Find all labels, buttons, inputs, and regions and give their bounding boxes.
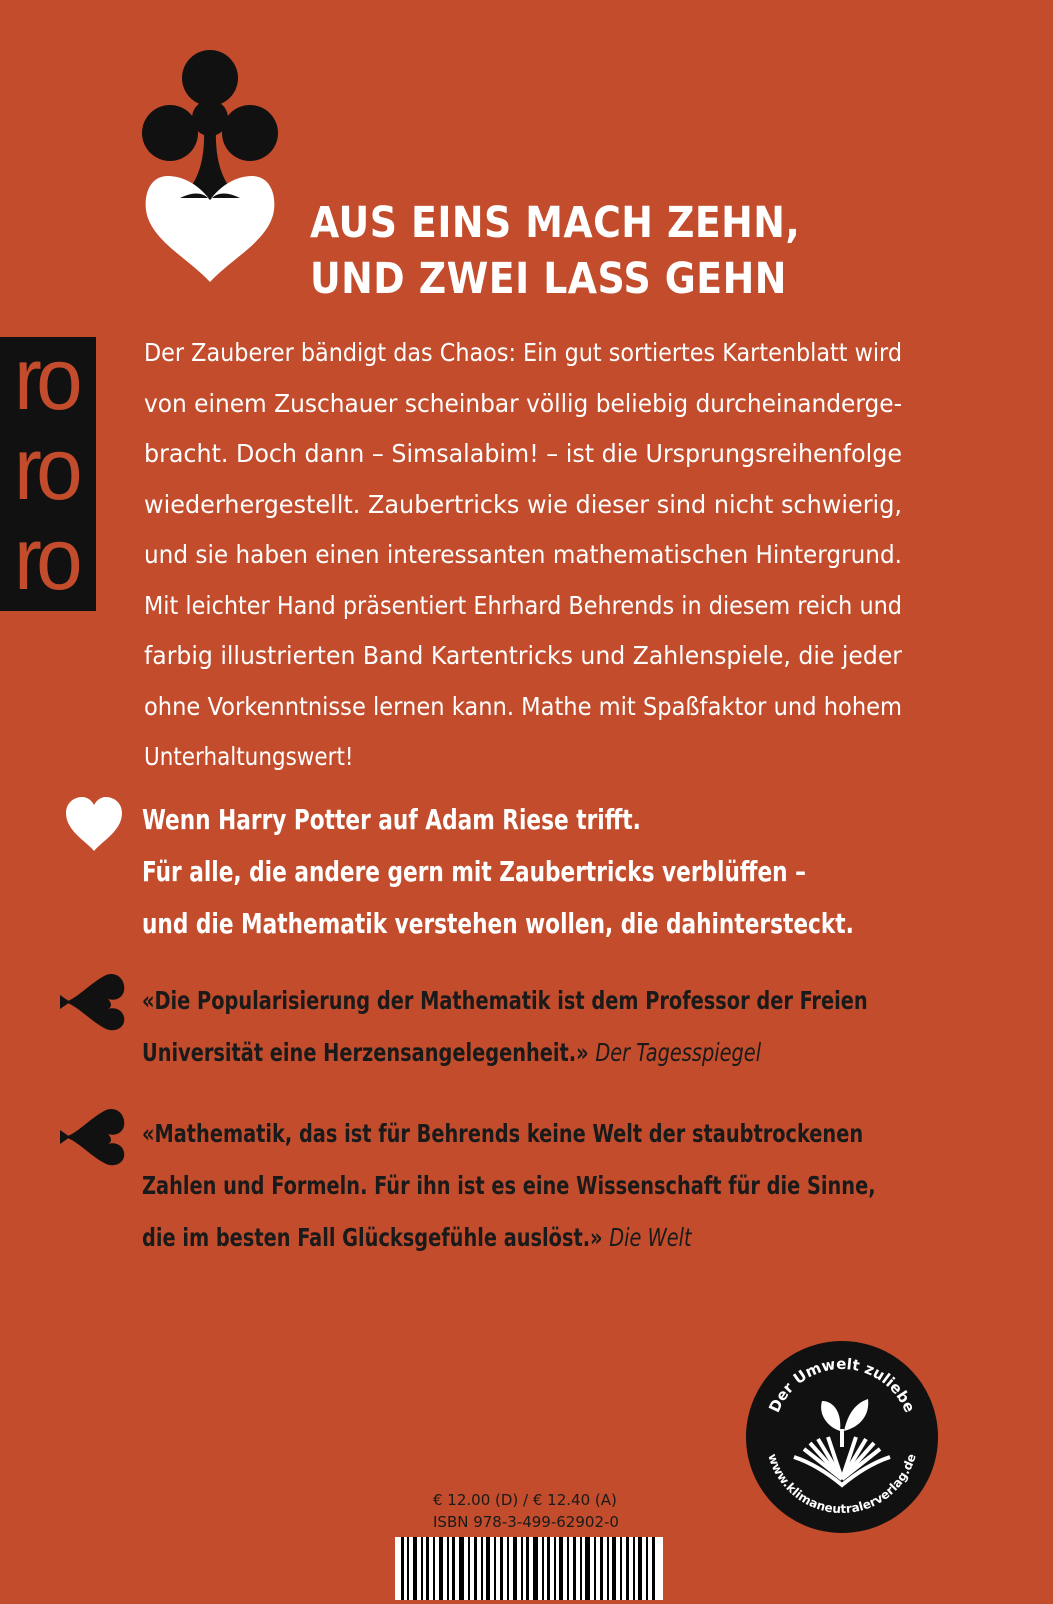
blurb-line: farbig illustrierten Band Kartentricks und Zahlenspiele, die jeder xyxy=(144,641,902,670)
seal-bottom-text: www.klimaneutralerverlag.de xyxy=(765,1452,919,1517)
tagline-line-3: und die Mathematik verstehen wollen, die dahintersteckt. xyxy=(142,907,854,940)
rororo-logo xyxy=(0,337,96,611)
blurb-line: ohne Vorkenntnisse lernen kann. Mathe mit Spaßfaktor und hohem xyxy=(144,691,902,721)
logo-line-1: ro xyxy=(14,337,77,428)
blurb-line: wiederhergestellt. Zaubertricks wie dieser sind nicht schwierig, xyxy=(144,489,902,519)
blurb-line: von einem Zuschauer scheinbar völlig beliebig durcheinanderge- xyxy=(144,388,902,418)
quote-2-line-1: «Mathematik, das ist für Behrends keine Welt der staubtrockenen xyxy=(142,1119,864,1148)
tagline xyxy=(142,794,970,950)
tagline-line-2: Für alle, die andere gern mit Zaubertricks verblüffen – xyxy=(142,855,806,888)
blurb-line: Der Zauberer bändigt das Chaos: Ein gut sortiertes Kartenblatt wird xyxy=(144,338,902,367)
price: € 12.00 (D) / € 12.40 (A) xyxy=(433,1491,617,1509)
quote-1-source: Der Tagesspiegel xyxy=(595,1038,762,1067)
blurb-line: Mit leichter Hand präsentiert Ehrhard Behrends in diesem reich und xyxy=(144,590,902,620)
headline xyxy=(310,195,1010,307)
heart-icon xyxy=(64,797,124,851)
blurb-line: und sie haben einen interessanten mathematischen Hintergrund. xyxy=(144,540,902,569)
spade-icon xyxy=(60,1108,126,1166)
logo-line-3: ro xyxy=(14,509,77,608)
blurb-line: Unterhaltungswert! xyxy=(144,742,354,771)
price-isbn xyxy=(433,1489,619,1533)
barcode xyxy=(395,1537,663,1600)
quote-1-line-1: «Die Popularisierung der Mathematik ist dem Professor der Freien xyxy=(142,986,868,1015)
quote-2-source: Die Welt xyxy=(609,1223,692,1252)
tagline-line-1: Wenn Harry Potter auf Adam Riese trifft. xyxy=(142,803,641,836)
climate-neutral-seal xyxy=(744,1339,940,1535)
quote-2-line-3 xyxy=(142,1212,876,1264)
logo-line-2: ro xyxy=(14,419,77,518)
quote-2-text: die im besten Fall Glücksgefühle auslöst.» xyxy=(142,1223,603,1252)
club-heart-emblem xyxy=(140,48,280,284)
quote-2 xyxy=(142,1108,995,1264)
headline-line-2: UND ZWEI LASS GEHN xyxy=(310,254,787,304)
spade-icon xyxy=(60,973,126,1031)
quote-1-text: Universität eine Herzensangelegenheit.» xyxy=(142,1038,589,1067)
quote-2-line-2: Zahlen und Formeln. Für ihn ist es eine Wissenschaft für die Sinne, xyxy=(142,1171,876,1200)
blurb-line: bracht. Doch dann – Simsalabim! – ist die Ursprungsreihenfolge xyxy=(144,439,902,468)
barcode-bars xyxy=(395,1537,663,1600)
seal-top-text: Der Umwelt zuliebe xyxy=(765,1354,919,1416)
isbn: ISBN 978-3-499-62902-0 xyxy=(433,1513,619,1531)
club-icon xyxy=(142,50,278,198)
quote-1 xyxy=(142,975,986,1079)
quote-1-line-2 xyxy=(142,1027,868,1079)
blurb xyxy=(144,328,902,783)
headline-line-1: AUS EINS MACH ZEHN, xyxy=(310,198,801,248)
